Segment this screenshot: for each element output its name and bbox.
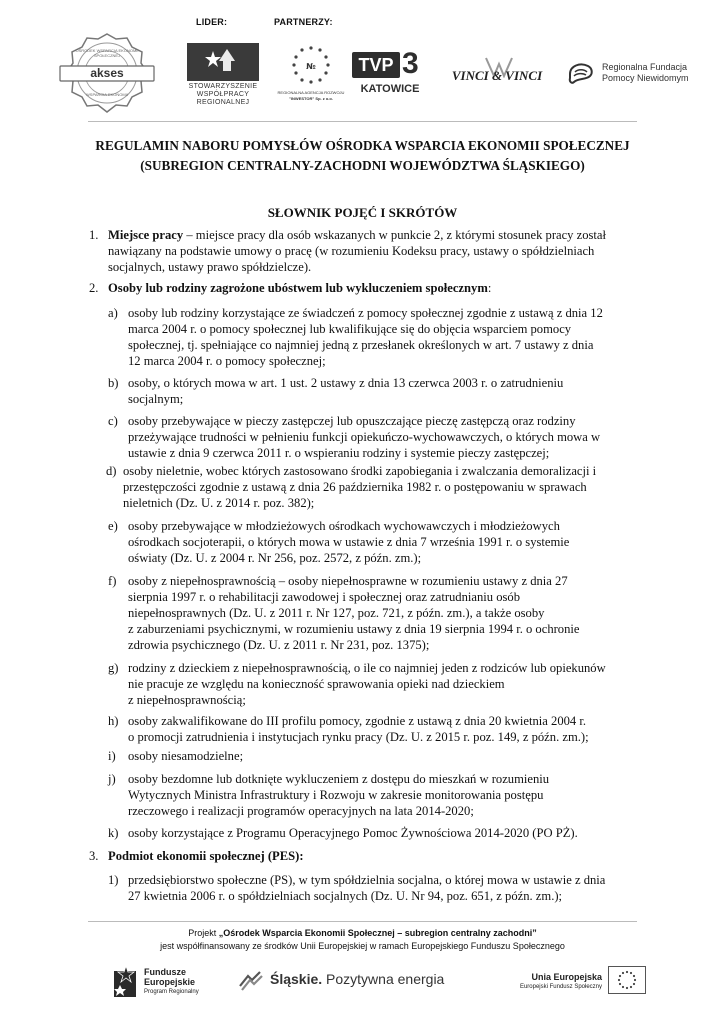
item-number: 3. [89, 849, 99, 863]
item-text: osoby przebywające w pieczy zastępczej lub opuszczające pieczę zastępczą oraz rodziny [128, 414, 576, 428]
term-pes: Podmiot ekonomii społecznej (PES): [108, 849, 304, 863]
item-text: przedsiębiorstwo społeczne (PS), w tym spółdzielnia socjalna, o której mowa w ustawie z dnia [128, 873, 606, 887]
stowarzyszenie-line2: WSPÓŁPRACY [196, 91, 250, 98]
tvp3-logo [350, 47, 428, 98]
item-text: rzeczowego i realizacji programów operacyjnych na lata 2014-2020; [128, 804, 474, 818]
item-miejsce-pracy [108, 227, 637, 275]
fe-line1: Fundusze [144, 967, 186, 977]
sub-label: f) [108, 574, 117, 588]
doc-title-line1: REGULAMIN NABORU POMYSŁÓW OŚRODKA WSPARCIA EKONOMII SPOŁECZNEJ [95, 138, 630, 153]
sub-item-d [123, 463, 637, 511]
item-text: osoby bezdomne lub dotknięte wykluczeniem z dostępu do mieszkań w rozumieniu [128, 772, 550, 786]
rfpn-line2: Pomocy Niewidomym [602, 73, 689, 83]
slaskie-wave-icon [238, 970, 264, 992]
sub-item-i [128, 748, 637, 764]
rar-line2: "INWESTOR" Sp. z o.o. [289, 96, 333, 101]
sub-label: e) [108, 519, 118, 533]
item-number: 1. [89, 228, 99, 242]
slaskie-logo [238, 968, 468, 996]
slaskie-tagline: Pozytywna energia [322, 971, 445, 987]
term-osoby-zagrozone: Osoby lub rodziny zagrożone ubóstwem lub wykluczeniem społecznym [108, 281, 488, 295]
sub-item-k [128, 825, 637, 841]
item-text: osoby nieletnie, wobec których zastosowano środki zapobiegania i zwalczania demoralizacji i [123, 464, 597, 478]
eu-flag [608, 966, 646, 994]
footer-project-prefix: Projekt [188, 928, 219, 938]
item-text: sierpnia 1997 r. o rehabilitacji zawodowej i społecznej oraz zatrudnianiu osób [128, 590, 521, 604]
fe-line2: Europejskie [144, 977, 196, 987]
sub-label: h) [108, 714, 119, 728]
stowarzyszenie-line3: REGIONALNEJ [196, 99, 250, 106]
item-text: z niepełnosprawnością; [128, 693, 246, 707]
sub-label: k) [108, 826, 119, 840]
item-text: nieletnich (Dz. U. z 2014 r. poz. 382); [123, 496, 315, 510]
sub-label: i) [108, 749, 116, 763]
sub-label: d) [106, 464, 117, 478]
ue-line2: Europejski Fundusz Społeczny [519, 984, 602, 990]
sub-item-b [128, 375, 637, 407]
item-text: przeżywające trudności w pełnieniu funkcji opiekuńczo-wychowawczych, o których mowa w [128, 430, 601, 444]
item-text: społecznej, tj. spełniające co najmniej jedną z przesłanek określonych w art. 7 ustawy z dnia [128, 338, 594, 352]
item-text: 27 kwietnia 2006 r. o spółdzielniach socjalnych (Dz. U. Nr 94, poz. 651, z późn. zm.); [128, 889, 563, 903]
akses-wordmark: akses [90, 66, 124, 80]
stowarzyszenie-logo [187, 43, 259, 107]
footer-divider [88, 921, 637, 922]
tvp-brand: TVP [352, 52, 400, 78]
rfpn-line1: Regionalna Fundacja [602, 62, 688, 72]
item-text: niepełnosprawnych (Dz. U. z 2011 r. Nr 127, poz. 721, z późn. zm.), a także osoby [128, 606, 545, 620]
item-text: osoby niesamodzielne; [128, 749, 244, 763]
item-text: 12 marca 2004 r. o pomocy społecznej; [128, 354, 326, 368]
item-text: osoby korzystające z Programu Operacyjnego Pomoc Żywnościowa 2014-2020 (PO PŻ). [128, 826, 578, 840]
vinci-wordmark: VINCI & VINCI [451, 68, 543, 83]
item-text: socjalnym; [128, 392, 184, 406]
doc-title-line2: (SUBREGION CENTRALNY-ZACHODNI WOJEWÓDZTWA ŚLĄSKIEGO) [140, 158, 585, 173]
item-text: Wytycznych Ministra Infrastruktury i Rozwoju w zakresie monitorowania postępu [128, 788, 544, 802]
rfpn-hand-icon [566, 60, 596, 88]
ue-text [492, 972, 602, 990]
section-title: SŁOWNIK POJĘĆ I SKRÓTÓW [267, 205, 458, 220]
item-text: rodziny z dzieckiem z niepełnosprawnością, o ile co najmniej jeden z rodziców lub opiekunów [128, 661, 606, 675]
tvp-number: 3 [402, 47, 419, 80]
item-text: osoby przebywające w młodzieżowych ośrodkach wychowawczych i młodzieżowych [128, 519, 560, 533]
stowarzyszenie-line1: STOWARZYSZENIE [188, 83, 258, 90]
fe-line3: Program Regionalny [144, 989, 199, 995]
sub-item-1 [128, 872, 637, 904]
sub-label: 1) [108, 873, 119, 887]
item-text: zdrowia psychicznego (Dz. U. z 2011 r. Nr 231, poz. 1375); [128, 638, 430, 652]
item-text: marca 2004 r. o pomocy społecznej lub kwalifikujące się do objęcia wsparciem pomocy [128, 322, 572, 336]
item-text: ustawie z dnia 9 czerwca 2011 r. o wspieraniu rodziny i systemie pieczy zastępczej; [128, 446, 550, 460]
footer-project [0, 928, 725, 938]
tvp-city: KATOWICE [360, 83, 420, 95]
item-text: osoby lub rodziny korzystające ze świadczeń z pomocy społecznej zgodnie z ustawą z dnia 12 [128, 306, 603, 320]
item-text: z zaburzeniami psychicznymi, w rozumieniu ustawy z dnia 19 sierpnia 1994 r. o ochronie [128, 622, 580, 636]
sub-item-j [128, 771, 637, 819]
svg-text:№: № [306, 62, 316, 71]
item-text: osoby zakwalifikowane do III profilu pomocy, zgodnie z ustawą z dnia 20 kwietnia 2004 r. [128, 714, 587, 728]
akses-logo [52, 30, 162, 118]
partners-label: PARTNERZY: [274, 17, 333, 27]
item-text: oświaty (Dz. U. z 2004 r. Nr 256, poz. 2572, z późn. zm.); [128, 551, 422, 565]
item-text: nie pracuje ze względu na konieczność sprawowania opieki nad dzieckiem [128, 677, 505, 691]
sub-label: g) [108, 661, 119, 675]
sub-item-g [128, 660, 637, 708]
item-number: 2. [89, 281, 99, 295]
eu-stars-icon [609, 967, 645, 993]
item-text: socjalnych, ustawy prawo spółdzielcze). [108, 260, 312, 274]
item-pes [108, 848, 637, 864]
item-text: ośrodkach socjoterapii, o których mowa w ustawie z dnia 7 września 1991 r. o systemie [128, 535, 570, 549]
sub-label: a) [108, 306, 118, 320]
footer-project-name: „Ośrodek Wsparcia Ekonomii Społecznej – subregion centralny zachodni” [218, 928, 537, 938]
item-text: : [487, 281, 492, 295]
ue-line1: Unia Europejska [531, 972, 602, 982]
akses-ring-text: OŚRODEK WSPARCIA EKONOMII SPOŁECZNEJ [75, 48, 139, 58]
sub-item-a [128, 305, 637, 369]
item-text: o promocji zatrudnienia i instytucjach rynku pracy (Dz. U. z 2015 r. poz. 149, z późn. zm.); [128, 730, 589, 744]
sub-label: c) [108, 414, 118, 428]
header-divider [88, 121, 637, 122]
akses-ring-text-bottom: WSPARCIA EKONOMII [86, 92, 128, 97]
footer-cofinanced: jest współfinansowany ze środków Unii Europejskiej w ramach Europejskiego Funduszu Społecznego [160, 941, 565, 951]
lider-label: LIDER: [196, 17, 228, 27]
item-text: osoby, o których mowa w art. 1 ust. 2 ustawy z dnia 13 czerwca 2003 r. o zatrudnieniu [128, 376, 564, 390]
item-text: osoby z niepełnosprawnością – osoby niepełnosprawne w rozumieniu ustawy z dnia 27 [128, 574, 568, 588]
fundusze-europejskie-logo [112, 963, 222, 1003]
fe-star-icon [112, 965, 140, 999]
rfpn-logo [566, 58, 696, 90]
slaskie-word: Śląskie. [270, 971, 323, 987]
item-text: przestępczości zgodnie z ustawą z dnia 26 października 1982 r. o postępowaniu w sprawach [123, 480, 587, 494]
item-text: nawiązany na podstawie umowy o pracę (w rozumieniu Kodeksu pracy, ustawy o spółdzielniach [108, 244, 595, 258]
vinci-logo [438, 56, 556, 90]
sub-label: j) [108, 772, 116, 786]
rar-inwestor-logo [276, 44, 346, 106]
item-text: – miejsce pracy dla osób wskazanych w punkcie 2, z którymi stosunek pracy został [183, 228, 607, 242]
sub-item-h [128, 713, 637, 745]
term-miejsce-pracy: Miejsce pracy [108, 228, 184, 242]
sub-label: b) [108, 376, 119, 390]
sub-item-c [128, 413, 637, 461]
sub-item-f [128, 573, 637, 653]
sub-item-e [128, 518, 637, 566]
item-osoby-zagrozone [108, 280, 637, 296]
rar-line1: REGIONALNA AGENCJA ROZWOJU [277, 90, 345, 95]
